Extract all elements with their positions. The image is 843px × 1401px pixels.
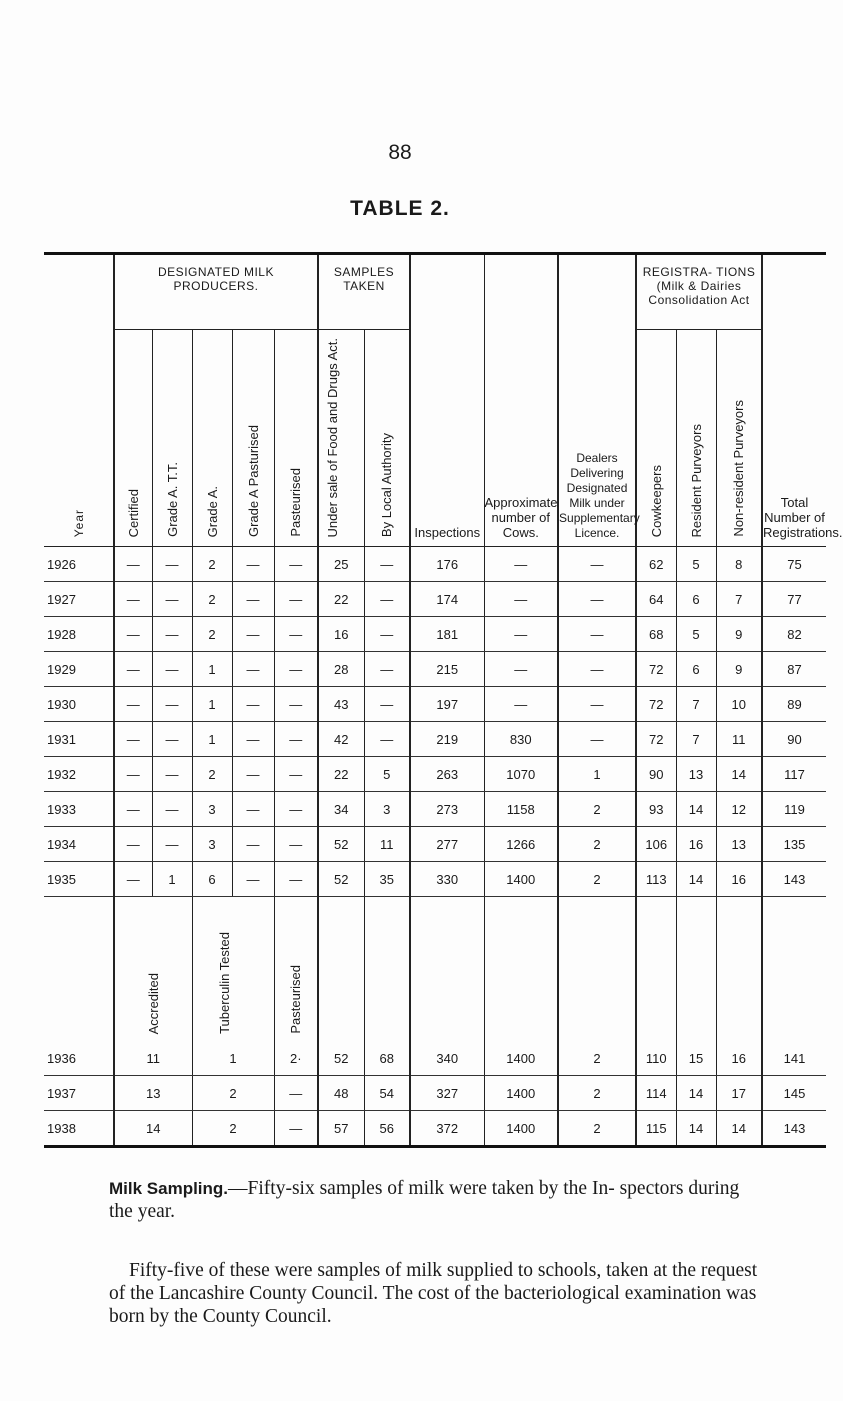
value-cell: 113: [636, 862, 676, 897]
table-row: [44, 862, 826, 897]
header-year: Year: [71, 508, 86, 537]
value-cell: —: [484, 582, 558, 617]
value-cell: 93: [636, 792, 676, 827]
subheader-pasteurised: Pasteurised: [274, 897, 318, 1042]
subheader-tuberculin-tested: Tuberculin Tested: [192, 897, 274, 1042]
value-cell: 2: [192, 582, 232, 617]
value-cell: 114: [636, 1076, 676, 1111]
value-cell: —: [152, 617, 192, 652]
header-by-local-authority: By Local Authority: [364, 330, 410, 547]
value-cell: 14: [676, 862, 716, 897]
header-nonresident-purveyors: Non-resident Purveyors: [716, 330, 762, 547]
value-cell: 7: [676, 722, 716, 757]
value-cell: —: [484, 687, 558, 722]
value-cell: 1158: [484, 792, 558, 827]
header-total: Total Number of Registrations.: [762, 254, 826, 547]
value-cell: 22: [318, 757, 364, 792]
year-cell: 1933: [44, 792, 114, 827]
value-cell: 6: [676, 582, 716, 617]
table-row: [44, 757, 826, 792]
value-cell: —: [274, 827, 318, 862]
value-cell: —: [364, 687, 410, 722]
value-cell: 52: [318, 827, 364, 862]
value-cell: 1: [192, 722, 232, 757]
value-cell: 16: [318, 617, 364, 652]
header-cowkeepers: Cowkeepers: [636, 330, 676, 547]
value-cell: —: [274, 652, 318, 687]
page-number: 88: [388, 141, 412, 164]
header-samples-group: SAMPLES TAKEN: [318, 254, 410, 330]
value-cell: 119: [762, 792, 826, 827]
value-cell: 2: [558, 862, 636, 897]
value-cell: 2: [558, 792, 636, 827]
year-cell: 1928: [44, 617, 114, 652]
year-cell: 1936: [44, 1041, 114, 1076]
value-cell: 2: [192, 617, 232, 652]
table-subheader-1936: [44, 897, 826, 1042]
value-cell: 16: [716, 862, 762, 897]
value-cell: —: [232, 827, 274, 862]
header-dealers: Dealers Delivering Designated Milk under Supplementary Licence.: [558, 254, 636, 547]
value-cell: 830: [484, 722, 558, 757]
value-cell: —: [114, 582, 152, 617]
value-cell: 14: [676, 1111, 716, 1147]
value-cell: 5: [364, 757, 410, 792]
value-cell: 68: [364, 1041, 410, 1076]
value-cell: 327: [410, 1076, 484, 1111]
year-cell: 1932: [44, 757, 114, 792]
value-cell: —: [484, 652, 558, 687]
value-cell: 181: [410, 617, 484, 652]
value-cell: 42: [318, 722, 364, 757]
value-cell: 15: [676, 1041, 716, 1076]
header-approx-cows: Approximate number of Cows.: [484, 254, 558, 547]
value-cell: 11: [716, 722, 762, 757]
value-cell: 1: [152, 862, 192, 897]
value-cell: 75: [762, 547, 826, 582]
header-row-groups: [44, 254, 826, 330]
milk-table-container: [44, 252, 843, 1148]
value-cell: 62: [636, 547, 676, 582]
milk-producers-table-body: [44, 546, 826, 1148]
value-cell: —: [274, 1111, 318, 1147]
value-cell: —: [274, 792, 318, 827]
value-cell: —: [152, 652, 192, 687]
value-cell: —: [274, 722, 318, 757]
value-cell: 135: [762, 827, 826, 862]
value-cell: 3: [192, 827, 232, 862]
value-cell: 2: [558, 1076, 636, 1111]
value-cell: 2: [192, 1076, 274, 1111]
value-cell: 2: [558, 827, 636, 862]
value-cell: —: [232, 687, 274, 722]
value-cell: 1266: [484, 827, 558, 862]
value-cell: —: [558, 687, 636, 722]
value-cell: —: [114, 652, 152, 687]
header-grade-a-tt: Grade A. T.T.: [152, 330, 192, 547]
value-cell: —: [558, 652, 636, 687]
header-certified: Certified: [114, 330, 152, 547]
value-cell: —: [232, 582, 274, 617]
table-row: [44, 1111, 826, 1147]
value-cell: —: [364, 722, 410, 757]
value-cell: —: [152, 687, 192, 722]
value-cell: 2·: [274, 1041, 318, 1076]
header-grade-a: Grade A.: [192, 330, 232, 547]
paragraph-milk-sampling: [109, 1177, 759, 1223]
value-cell: 72: [636, 687, 676, 722]
value-cell: —: [114, 547, 152, 582]
value-cell: 273: [410, 792, 484, 827]
value-cell: 115: [636, 1111, 676, 1147]
value-cell: 77: [762, 582, 826, 617]
value-cell: 48: [318, 1076, 364, 1111]
value-cell: 143: [762, 1111, 826, 1147]
value-cell: —: [114, 687, 152, 722]
value-cell: 89: [762, 687, 826, 722]
value-cell: —: [558, 617, 636, 652]
value-cell: —: [274, 1076, 318, 1111]
table-title: TABLE 2.: [350, 197, 450, 220]
value-cell: 1400: [484, 862, 558, 897]
value-cell: 13: [114, 1076, 192, 1111]
table-row: [44, 582, 826, 617]
milk-producers-table: [44, 252, 843, 546]
value-cell: 25: [318, 547, 364, 582]
value-cell: —: [274, 582, 318, 617]
value-cell: —: [364, 617, 410, 652]
value-cell: 141: [762, 1041, 826, 1076]
value-cell: 34: [318, 792, 364, 827]
value-cell: 1: [558, 757, 636, 792]
year-cell: 1930: [44, 687, 114, 722]
value-cell: 14: [676, 792, 716, 827]
value-cell: —: [364, 652, 410, 687]
paragraph-1-text: —Fifty-six samples of milk were taken by the In- spectors during the year.: [109, 1177, 740, 1222]
value-cell: 1070: [484, 757, 558, 792]
value-cell: 5: [676, 547, 716, 582]
value-cell: —: [152, 582, 192, 617]
value-cell: 1: [192, 687, 232, 722]
value-cell: —: [232, 652, 274, 687]
value-cell: 7: [716, 582, 762, 617]
value-cell: —: [558, 722, 636, 757]
value-cell: 14: [716, 1111, 762, 1147]
table-row: [44, 687, 826, 722]
value-cell: —: [364, 582, 410, 617]
value-cell: 56: [364, 1111, 410, 1147]
header-registrations-group: REGISTRA- TIONS (Milk & Dairies Consolidation Act: [636, 254, 762, 330]
value-cell: 106: [636, 827, 676, 862]
value-cell: —: [484, 617, 558, 652]
table-row: [44, 652, 826, 687]
value-cell: —: [274, 617, 318, 652]
value-cell: 330: [410, 862, 484, 897]
value-cell: 14: [676, 1076, 716, 1111]
value-cell: 372: [410, 1111, 484, 1147]
value-cell: 197: [410, 687, 484, 722]
table-row: [44, 1041, 826, 1076]
value-cell: 117: [762, 757, 826, 792]
value-cell: —: [274, 547, 318, 582]
value-cell: 143: [762, 862, 826, 897]
value-cell: 6: [676, 652, 716, 687]
year-cell: 1935: [44, 862, 114, 897]
value-cell: 68: [636, 617, 676, 652]
value-cell: 2: [192, 1111, 274, 1147]
value-cell: 14: [716, 757, 762, 792]
value-cell: 54: [364, 1076, 410, 1111]
value-cell: 64: [636, 582, 676, 617]
value-cell: —: [558, 582, 636, 617]
subheader-accredited: Accredited: [114, 897, 192, 1042]
table-row: [44, 722, 826, 757]
value-cell: —: [274, 757, 318, 792]
value-cell: —: [232, 617, 274, 652]
year-cell: 1938: [44, 1111, 114, 1147]
paragraph-lead: Milk Sampling.: [109, 1178, 229, 1198]
value-cell: 1400: [484, 1111, 558, 1147]
value-cell: 215: [410, 652, 484, 687]
value-cell: 1400: [484, 1076, 558, 1111]
value-cell: 52: [318, 862, 364, 897]
header-inspections: Inspections: [410, 254, 484, 547]
table-row: [44, 617, 826, 652]
value-cell: 263: [410, 757, 484, 792]
value-cell: —: [364, 547, 410, 582]
value-cell: —: [232, 722, 274, 757]
table-body-post1936: [44, 1041, 826, 1147]
value-cell: 52: [318, 1041, 364, 1076]
value-cell: —: [232, 792, 274, 827]
value-cell: 72: [636, 722, 676, 757]
value-cell: —: [114, 617, 152, 652]
value-cell: 90: [636, 757, 676, 792]
value-cell: 3: [364, 792, 410, 827]
value-cell: —: [558, 547, 636, 582]
value-cell: 11: [114, 1041, 192, 1076]
value-cell: —: [152, 757, 192, 792]
value-cell: —: [114, 757, 152, 792]
value-cell: —: [274, 687, 318, 722]
header-pasteurised: Pasteurised: [274, 330, 318, 547]
value-cell: —: [114, 827, 152, 862]
table-row: [44, 827, 826, 862]
value-cell: 340: [410, 1041, 484, 1076]
value-cell: 72: [636, 652, 676, 687]
table-row: [44, 547, 826, 582]
value-cell: 9: [716, 652, 762, 687]
year-cell: 1934: [44, 827, 114, 862]
value-cell: 2: [558, 1041, 636, 1076]
year-cell: 1926: [44, 547, 114, 582]
value-cell: 57: [318, 1111, 364, 1147]
value-cell: 2: [558, 1111, 636, 1147]
table-row: [44, 792, 826, 827]
value-cell: —: [152, 792, 192, 827]
year-cell: 1927: [44, 582, 114, 617]
value-cell: 16: [716, 1041, 762, 1076]
value-cell: 22: [318, 582, 364, 617]
value-cell: —: [484, 547, 558, 582]
value-cell: 6: [192, 862, 232, 897]
year-cell: 1929: [44, 652, 114, 687]
year-cell: 1931: [44, 722, 114, 757]
value-cell: —: [274, 862, 318, 897]
header-designated-group: DESIGNATED MILK PRODUCERS.: [114, 254, 318, 330]
value-cell: 10: [716, 687, 762, 722]
value-cell: —: [152, 547, 192, 582]
value-cell: 11: [364, 827, 410, 862]
value-cell: 8: [716, 547, 762, 582]
table-row: [44, 1076, 826, 1111]
value-cell: —: [152, 827, 192, 862]
value-cell: —: [114, 862, 152, 897]
value-cell: 219: [410, 722, 484, 757]
table-body-pre1936: [44, 547, 826, 897]
value-cell: 43: [318, 687, 364, 722]
value-cell: 12: [716, 792, 762, 827]
subheader-row: [44, 897, 826, 1042]
value-cell: 277: [410, 827, 484, 862]
value-cell: 1: [192, 1041, 274, 1076]
paragraph-schools: Fifty-five of these were samples of milk supplied to schools, taken at the request of the Lancashire County Council. The cost of the bacteriological examination was born by the County Council.: [109, 1259, 758, 1327]
value-cell: 16: [676, 827, 716, 862]
value-cell: —: [114, 792, 152, 827]
value-cell: 13: [716, 827, 762, 862]
value-cell: 145: [762, 1076, 826, 1111]
value-cell: —: [232, 547, 274, 582]
value-cell: 17: [716, 1076, 762, 1111]
value-cell: 13: [676, 757, 716, 792]
value-cell: 9: [716, 617, 762, 652]
value-cell: 82: [762, 617, 826, 652]
value-cell: 2: [192, 757, 232, 792]
year-cell: 1937: [44, 1076, 114, 1111]
header-resident-purveyors: Resident Purveyors: [676, 330, 716, 547]
value-cell: 87: [762, 652, 826, 687]
value-cell: —: [114, 722, 152, 757]
value-cell: 90: [762, 722, 826, 757]
value-cell: 5: [676, 617, 716, 652]
value-cell: 176: [410, 547, 484, 582]
value-cell: 3: [192, 792, 232, 827]
value-cell: 14: [114, 1111, 192, 1147]
value-cell: 174: [410, 582, 484, 617]
value-cell: 1400: [484, 1041, 558, 1076]
value-cell: 35: [364, 862, 410, 897]
value-cell: —: [232, 862, 274, 897]
value-cell: —: [152, 722, 192, 757]
value-cell: 28: [318, 652, 364, 687]
value-cell: 110: [636, 1041, 676, 1076]
value-cell: 2: [192, 547, 232, 582]
value-cell: 7: [676, 687, 716, 722]
header-under-sale: Under sale of Food and Drugs Act.: [318, 330, 364, 547]
value-cell: —: [232, 757, 274, 792]
header-grade-a-pasturised: Grade A Pasturised: [232, 330, 274, 547]
value-cell: 1: [192, 652, 232, 687]
